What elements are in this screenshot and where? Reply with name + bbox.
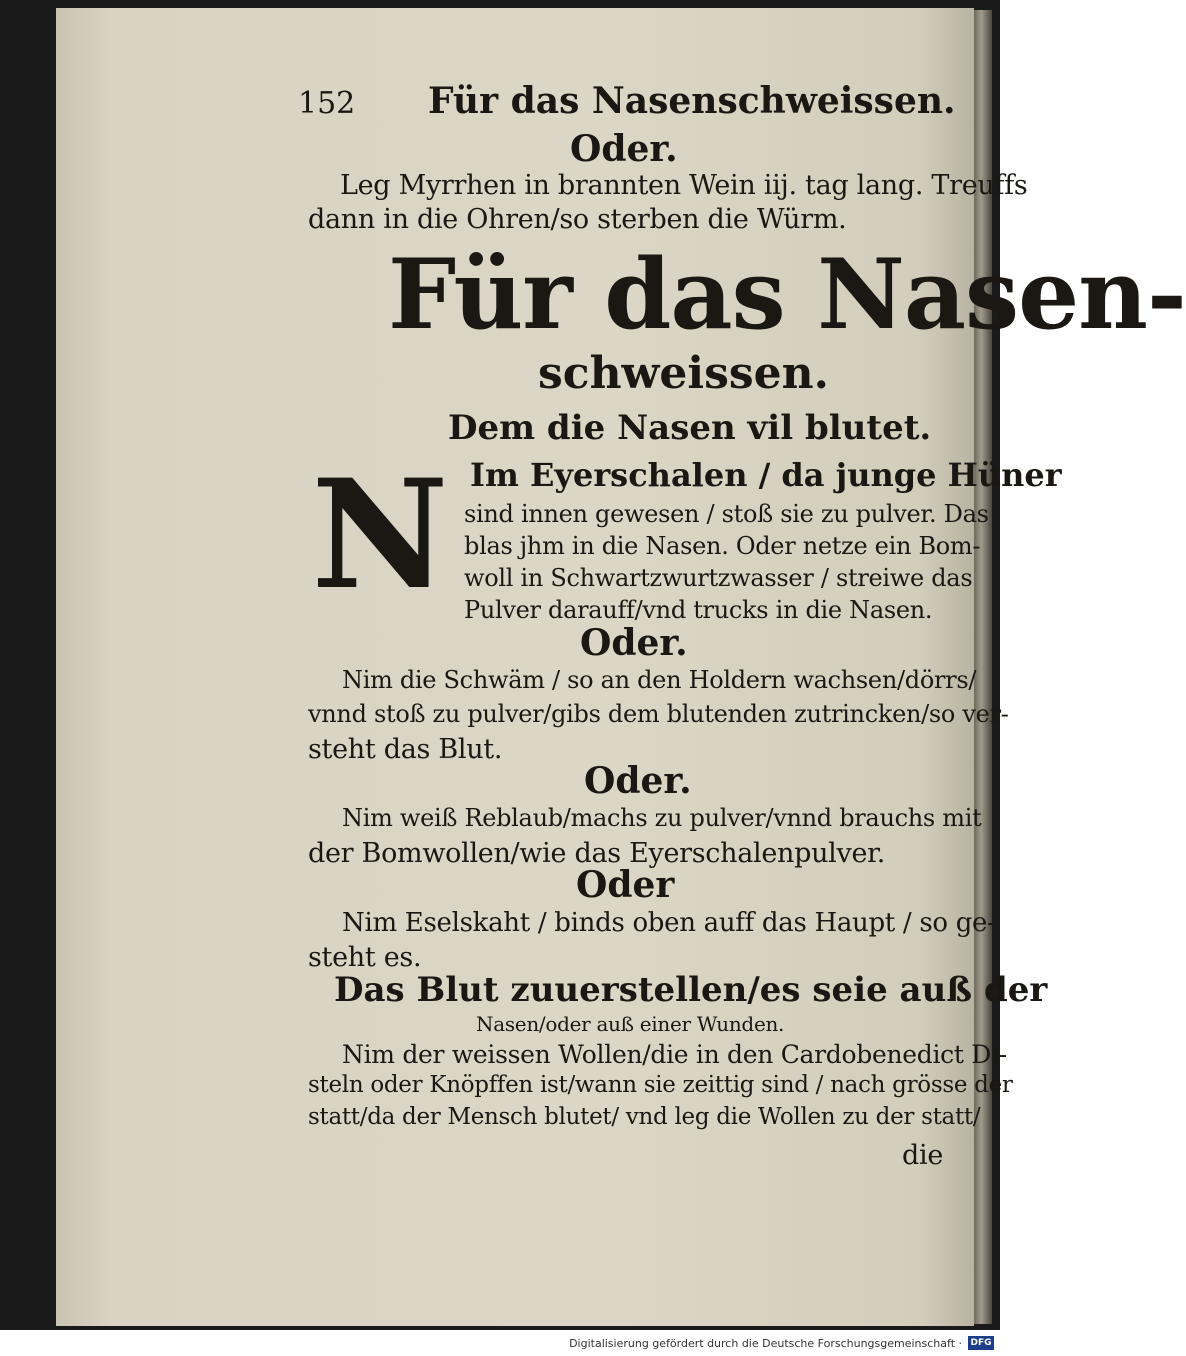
text-line: statt/da der Mensch blutet/ vnd leg die Wollen zu der statt/ [308, 1104, 981, 1130]
text-line: steht es. [308, 942, 422, 973]
section-heading: Dem die Nasen vil blutet. [448, 408, 932, 448]
text-line: steln oder Knöpffen ist/wann sie zeittig sind / nach grösse der [308, 1072, 1013, 1098]
text-line: sind innen gewesen / stoß sie zu pulver. Das [464, 500, 989, 528]
text-line: Nim Eselskaht / binds oben auff das Haupt / so ge- [342, 908, 996, 938]
text-line: Nim die Schwäm / so an den Holdern wachsen/dörrs/ [342, 666, 977, 694]
text-line: Pulver darauff/vnd trucks in die Nasen. [464, 596, 933, 624]
text-line: Leg Myrrhen in brannten Wein iij. tag lang. Treuffs [340, 170, 1028, 201]
chapter-title: Für das Nasen- [388, 238, 1186, 351]
heading-oder: Oder. [580, 622, 688, 664]
heading-oder: Oder [576, 864, 675, 906]
initial-letter: N [311, 447, 449, 623]
text-line: Nim weiß Reblaub/machs zu pulver/vnnd brauchs mit [342, 804, 982, 832]
text-line: der Bomwollen/wie das Eyerschalenpulver. [308, 838, 886, 869]
text-line: blas jhm in die Nasen. Oder netze ein Bom- [464, 532, 981, 560]
running-head: Für das Nasenschweissen. [428, 80, 956, 122]
text-line: Nim der weissen Wollen/die in den Cardobenedict Di- [342, 1040, 1007, 1069]
catchword: die [902, 1140, 943, 1171]
text-line: vnnd stoß zu pulver/gibs dem blutenden zutrincken/so ver- [308, 700, 1009, 728]
section-heading: Das Blut zuuerstellen/es seie auß der [334, 970, 1048, 1010]
dfg-logo: DFG [968, 1336, 994, 1350]
text-line: steht das Blut. [308, 734, 503, 765]
decorated-initial [306, 447, 454, 623]
chapter-title-continued: schweissen. [538, 348, 829, 399]
text-line: woll in Schwartzwurtzwasser / streiwe das [464, 564, 973, 592]
footer-bar [0, 1330, 1000, 1356]
text-line: dann in die Ohren/so sterben die Würm. [308, 204, 847, 235]
funding-credit: Digitalisierung gefördert durch die Deutsche Forschungsgemeinschaft · [569, 1336, 962, 1350]
heading-oder: Oder. [570, 128, 678, 170]
page-number: 152 [298, 86, 356, 121]
section-heading-continued: Nasen/oder auß einer Wunden. [476, 1012, 785, 1036]
text-line: Im Eyerschalen / da junge Hüner [470, 456, 1062, 494]
heading-oder: Oder. [584, 760, 692, 802]
